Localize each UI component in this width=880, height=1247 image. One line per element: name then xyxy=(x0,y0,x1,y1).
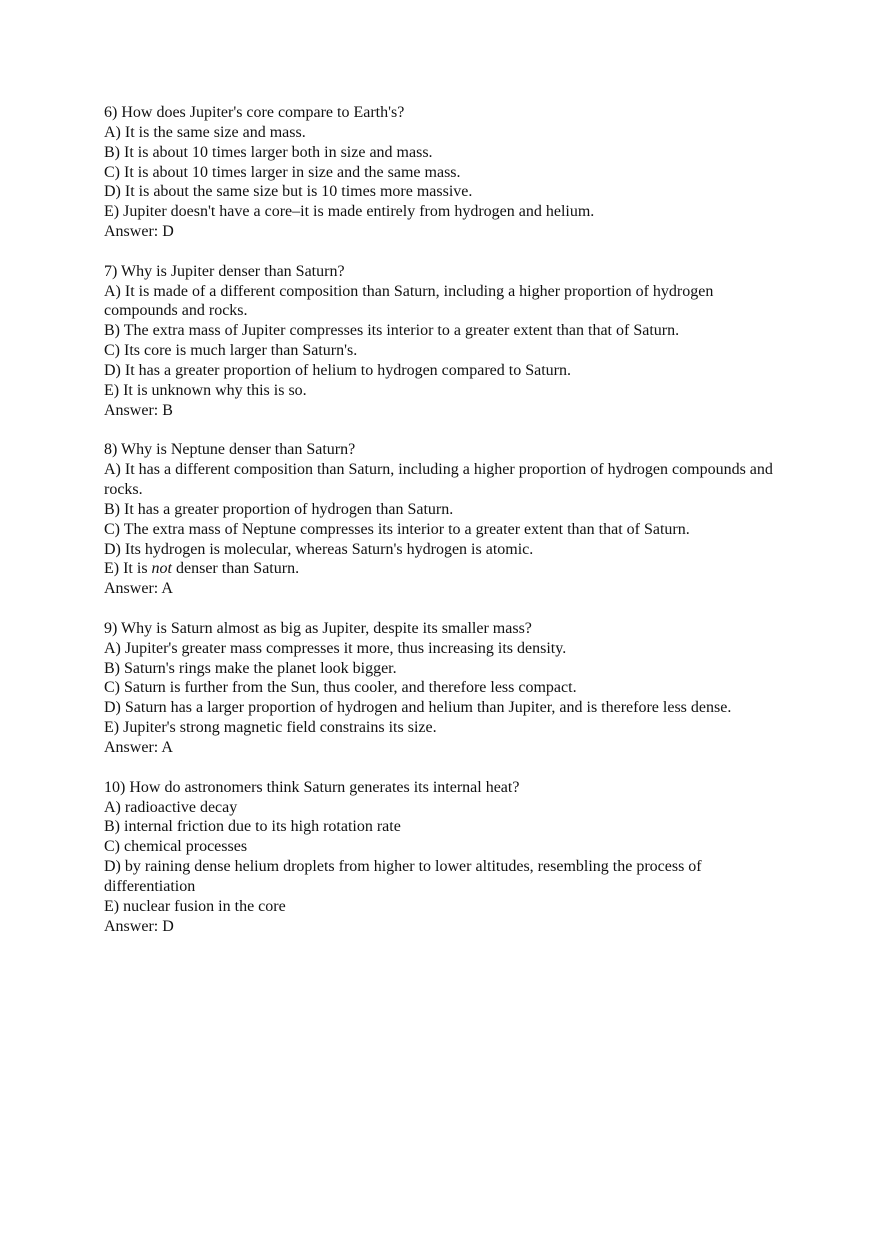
option-b: B) The extra mass of Jupiter compresses its interior to a greater extent than that of Saturn. xyxy=(104,322,680,340)
option-e: E) nuclear fusion in the core xyxy=(104,897,286,915)
option-d: D) by raining dense helium droplets from higher to lower altitudes, resembling the process of differentiation xyxy=(104,858,702,895)
question-prompt: 8) Why is Neptune denser than Saturn? xyxy=(104,441,356,459)
question-7 xyxy=(104,262,784,421)
option-a: A) radioactive decay xyxy=(104,798,238,816)
question-prompt: 10) How do astronomers think Saturn generates its internal heat? xyxy=(104,778,520,796)
option-b: B) It is about 10 times larger both in size and mass. xyxy=(104,143,433,161)
option-c: C) The extra mass of Neptune compresses its interior to a greater extent than that of Saturn. xyxy=(104,520,690,538)
option-e: E) Jupiter's strong magnetic field constrains its size. xyxy=(104,719,437,737)
option-c: C) chemical processes xyxy=(104,838,248,856)
answer-line: Answer: D xyxy=(104,917,174,935)
option-e-suffix: denser than Saturn. xyxy=(172,560,300,578)
option-c: C) Saturn is further from the Sun, thus cooler, and therefore less compact. xyxy=(104,679,577,697)
option-e xyxy=(104,559,784,579)
question-prompt: 7) Why is Jupiter denser than Saturn? xyxy=(104,262,345,280)
question-9 xyxy=(104,619,784,758)
question-6 xyxy=(104,103,784,242)
answer-line: Answer: B xyxy=(104,401,173,419)
question-prompt: 6) How does Jupiter's core compare to Earth's? xyxy=(104,104,405,121)
option-a: A) It is made of a different composition than Saturn, including a higher proportion of hydrogen compounds and rocks. xyxy=(104,282,714,320)
option-b: B) It has a greater proportion of hydrogen than Saturn. xyxy=(104,500,454,518)
option-e-emphasis: not xyxy=(151,560,172,578)
option-e-prefix: E) It is xyxy=(104,560,152,578)
option-a: A) Jupiter's greater mass compresses it more, thus increasing its density. xyxy=(104,639,567,657)
question-10 xyxy=(104,778,784,937)
option-a: A) It is the same size and mass. xyxy=(104,123,306,141)
document-page xyxy=(104,103,784,956)
option-e: E) It is unknown why this is so. xyxy=(104,381,307,399)
option-a: A) It has a different composition than Saturn, including a higher proportion of hydrogen compounds and rocks. xyxy=(104,461,773,499)
option-d: D) Its hydrogen is molecular, whereas Saturn's hydrogen is atomic. xyxy=(104,540,534,558)
answer-line: Answer: D xyxy=(104,223,174,241)
option-d: D) It has a greater proportion of helium to hydrogen compared to Saturn. xyxy=(104,361,571,379)
option-c: C) It is about 10 times larger in size and the same mass. xyxy=(104,163,461,181)
option-c: C) Its core is much larger than Saturn's. xyxy=(104,342,358,360)
option-d: D) Saturn has a larger proportion of hydrogen and helium than Jupiter, and is therefore less dense. xyxy=(104,699,732,717)
option-e: E) Jupiter doesn't have a core–it is made entirely from hydrogen and helium. xyxy=(104,203,595,221)
question-prompt: 9) Why is Saturn almost as big as Jupiter, despite its smaller mass? xyxy=(104,619,532,637)
option-b: B) Saturn's rings make the planet look bigger. xyxy=(104,659,397,677)
question-8 xyxy=(104,440,784,599)
option-d: D) It is about the same size but is 10 times more massive. xyxy=(104,183,473,201)
answer-line: Answer: A xyxy=(104,739,173,756)
answer-line: Answer: A xyxy=(104,580,173,598)
option-b: B) internal friction due to its high rotation rate xyxy=(104,818,401,836)
